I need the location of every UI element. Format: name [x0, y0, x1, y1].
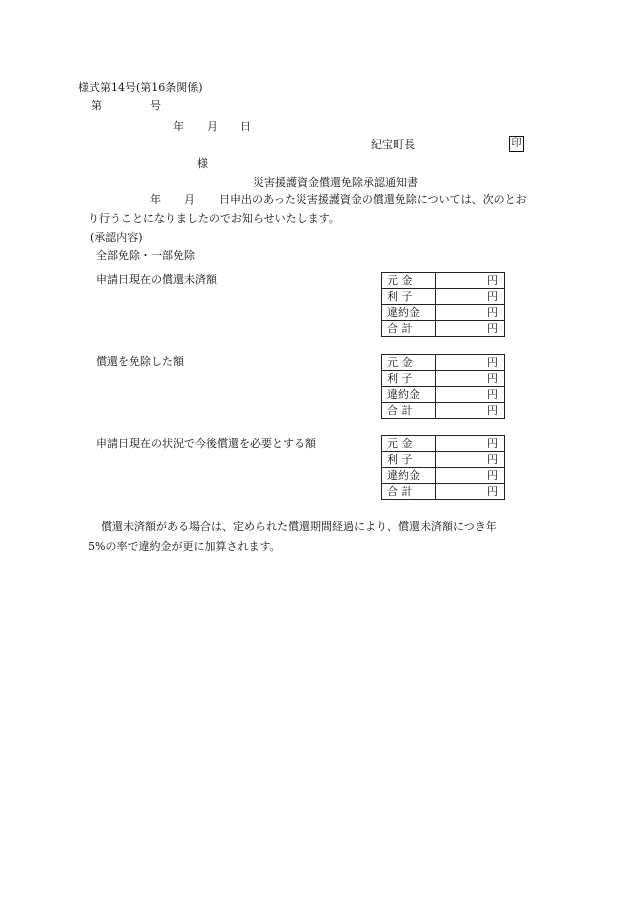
body-line-1: 日申出のあった災害援護資金の償還免除については、次のとお [219, 193, 527, 206]
row-unit: 円 [436, 484, 505, 500]
table-3-label: 申請日現在の状況で今後償還を必要とする額 [96, 437, 316, 450]
table-row [382, 321, 505, 337]
table-row [382, 371, 505, 387]
row-item: 元 金 [382, 355, 436, 371]
table-row [382, 289, 505, 305]
row-item: 利 子 [382, 289, 436, 305]
table-row [382, 273, 505, 289]
row-unit: 円 [436, 305, 505, 321]
row-unit: 円 [436, 289, 505, 305]
amount-table-exempted [381, 354, 505, 419]
row-unit: 円 [436, 371, 505, 387]
note-line-1: 償還未済額がある場合は、定められた償還期間経過により、償還未済額につき年 [101, 520, 497, 533]
row-item: 合 計 [382, 484, 436, 500]
row-unit: 円 [436, 452, 505, 468]
table-row [382, 403, 505, 419]
exemption-type: 全部免除・一部免除 [96, 249, 195, 262]
amount-table-remaining [381, 435, 505, 500]
body-month: 月 [184, 193, 195, 206]
row-unit: 円 [436, 355, 505, 371]
row-item: 違約金 [382, 305, 436, 321]
row-unit: 円 [436, 321, 505, 337]
date-year: 年 [173, 120, 184, 133]
document-number-prefix: 第 [91, 99, 102, 112]
amount-table-unpaid [381, 272, 505, 337]
row-item: 違約金 [382, 468, 436, 484]
body-year: 年 [150, 193, 161, 206]
row-unit: 円 [436, 403, 505, 419]
body-line-2: り行うことになりましたのでお知らせいたします。 [88, 212, 340, 225]
table-row [382, 468, 505, 484]
issuer-name: 紀宝町長 [371, 138, 415, 151]
recipient-suffix: 様 [197, 157, 208, 170]
seal-mark: 印 [509, 136, 524, 152]
table-row [382, 305, 505, 321]
row-unit: 円 [436, 387, 505, 403]
section-label: (承認内容) [90, 231, 143, 244]
date-month: 月 [207, 120, 218, 133]
table-row [382, 387, 505, 403]
table-row [382, 436, 505, 452]
date-day: 日 [240, 120, 251, 133]
row-item: 元 金 [382, 273, 436, 289]
row-item: 合 計 [382, 321, 436, 337]
row-item: 違約金 [382, 387, 436, 403]
row-unit: 円 [436, 468, 505, 484]
row-unit: 円 [436, 273, 505, 289]
row-item: 元 金 [382, 436, 436, 452]
row-unit: 円 [436, 436, 505, 452]
document-title: 災害援護資金償還免除承認通知書 [253, 176, 418, 189]
table-2-label: 償還を免除した額 [96, 355, 184, 368]
form-number: 様式第14号(第16条関係) [78, 81, 203, 94]
document-number-suffix: 号 [150, 99, 161, 112]
row-item: 利 子 [382, 371, 436, 387]
row-item: 合 計 [382, 403, 436, 419]
note-line-2: 5%の率で違約金が更に加算されます。 [88, 540, 281, 553]
table-row [382, 355, 505, 371]
table-1-label: 申請日現在の償還未済額 [96, 273, 217, 286]
row-item: 利 子 [382, 452, 436, 468]
table-row [382, 484, 505, 500]
table-row [382, 452, 505, 468]
